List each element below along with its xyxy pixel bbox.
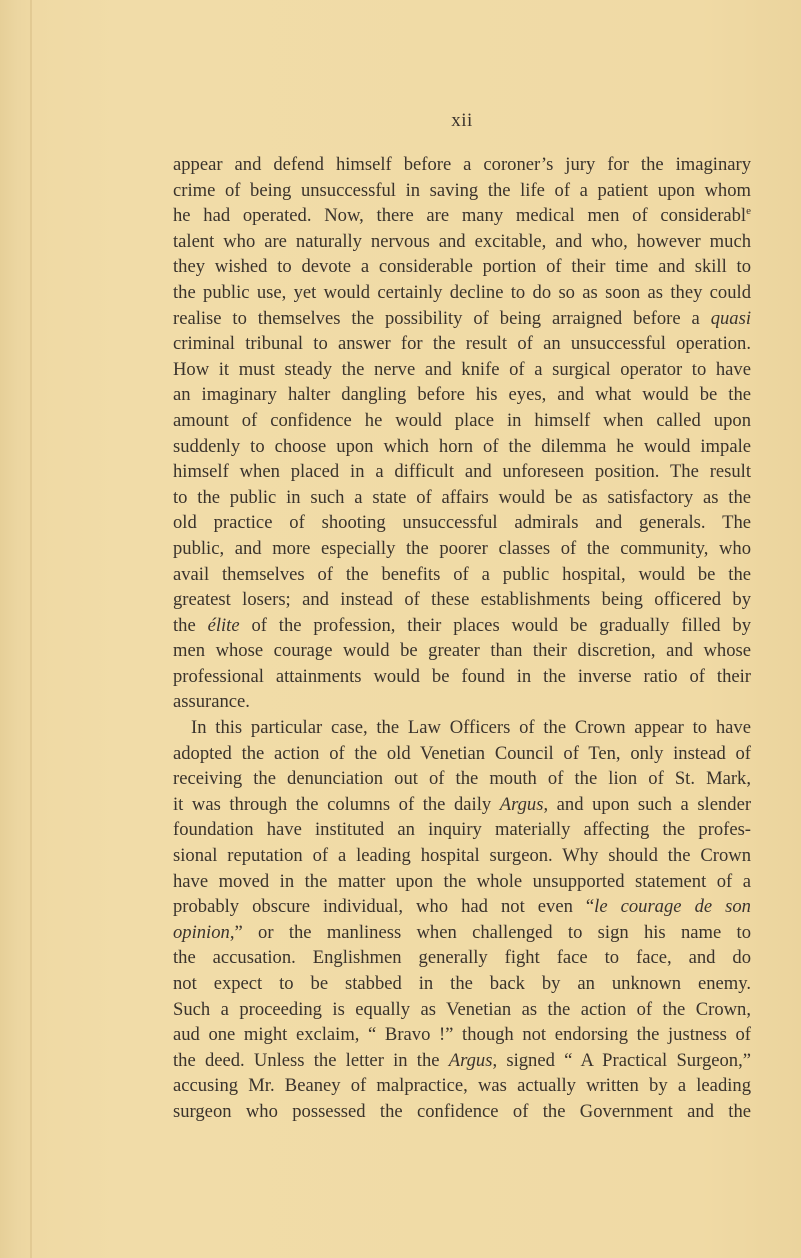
- text-line: [173, 715, 751, 741]
- text-segment: greatest losers; and instead of these establishments being officered by: [173, 589, 751, 611]
- text-segment: it was through the columns of the daily: [173, 793, 500, 815]
- text-line: [173, 254, 751, 280]
- text-line: [173, 229, 751, 255]
- text-line: [173, 382, 751, 408]
- text-segment: sional reputation of a leading hospital surgeon. Why should the Crown: [173, 845, 751, 867]
- text-segment: adopted the action of the old Venetian Council of Ten, only instead of: [173, 742, 751, 764]
- text-line: [173, 459, 751, 485]
- text-segment: he had operated. Now, there are many medical men of considerabl: [173, 205, 747, 227]
- text-line: [173, 152, 751, 178]
- italic-text: Argus: [448, 1049, 493, 1071]
- italic-text: élite: [207, 614, 240, 636]
- text-line: [173, 536, 751, 562]
- text-line: [173, 1099, 751, 1125]
- text-line: [173, 817, 751, 843]
- text-line: [173, 997, 751, 1023]
- text-segment: , and upon such a slender: [543, 793, 752, 815]
- page-number: xii: [451, 110, 473, 131]
- text-line: [173, 1048, 751, 1074]
- text-line: [173, 689, 751, 715]
- text-segment: surgeon who possessed the confidence of the Government and the: [173, 1100, 751, 1122]
- text-line: [173, 869, 751, 895]
- text-segment: How it must steady the nerve and knife of a surgical operator to have: [173, 358, 751, 380]
- text-line: [173, 613, 751, 639]
- text-segment: ,” or the manliness when challenged to sign his name to: [229, 921, 751, 943]
- text-segment: suddenly to choose upon which horn of the dilemma he would impale: [173, 435, 751, 457]
- text-segment: not expect to be stabbed in the back by an unknown enemy.: [173, 973, 751, 994]
- text-segment: , signed “ A Practical Surgeon,”: [492, 1049, 751, 1071]
- text-line: [173, 306, 751, 332]
- text-segment: old practice of shooting unsuccessful admirals and generals. The: [173, 512, 751, 534]
- text-segment: appear and defend himself before a coroner’s jury for the imaginary: [173, 154, 751, 175]
- text-segment: to the public in such a state of affairs would be as satisfactory as the: [173, 486, 751, 508]
- text-segment: talent who are naturally nervous and excitable, and who, however much: [173, 230, 751, 252]
- text-line: [173, 357, 751, 383]
- text-segment: men whose courage would be greater than their discretion, and whose: [173, 640, 751, 662]
- text-line: [173, 741, 751, 767]
- text-line: [173, 971, 751, 997]
- text-line: [173, 766, 751, 792]
- superscript-text: e: [746, 205, 751, 218]
- text-segment: Such a proceeding is equally as Venetian as the action of the Crown,: [173, 998, 751, 1020]
- italic-text: quasi: [710, 307, 751, 329]
- text-segment: they wished to devote a considerable portion of their time and skill to: [173, 256, 751, 278]
- italic-text: opinion: [173, 921, 230, 943]
- text-segment: the accusation. Englishmen generally fight face to face, and do: [173, 947, 751, 969]
- text-line: [173, 945, 751, 971]
- text-segment: criminal tribunal to answer for the result of an unsuccessful operation.: [173, 333, 751, 355]
- text-segment: receiving the denunciation out of the mouth of the lion of St. Mark,: [173, 768, 751, 790]
- text-segment: assurance.: [173, 691, 250, 713]
- text-segment: aud one might exclaim, “ Bravo !” though not endorsing the justness of: [173, 1024, 751, 1046]
- text-segment: In this particular case, the Law Officers of the Crown appear to have: [191, 717, 751, 739]
- text-line: [173, 562, 751, 588]
- text-segment: public, and more especially the poorer classes of the community, who: [173, 537, 751, 559]
- text-segment: probably obscure individual, who had not even “: [173, 896, 595, 918]
- text-line: [173, 485, 751, 511]
- text-segment: the deed. Unless the letter in the: [173, 1049, 449, 1071]
- page-edge: [30, 0, 32, 1258]
- italic-text: le courage de son: [594, 896, 751, 918]
- text-line: [173, 1073, 751, 1099]
- text-segment: an imaginary halter dangling before his eyes, and what would be the: [173, 384, 751, 406]
- text-line: [173, 510, 751, 536]
- text-line: [173, 638, 751, 664]
- text-segment: professional attainments would be found in the inverse ratio of their: [173, 665, 751, 687]
- text-line: [173, 792, 751, 818]
- text-line: [173, 203, 751, 229]
- text-segment: realise to themselves the possibility of being arraigned before a: [173, 307, 711, 329]
- text-line: [173, 894, 751, 920]
- text-line: [173, 331, 751, 357]
- text-segment: of the profession, their places would be gradually filled by: [239, 614, 751, 636]
- text-segment: have moved in the matter upon the whole unsupported statement of a: [173, 870, 751, 892]
- text-segment: himself when placed in a difficult and unforeseen position. The result: [173, 461, 751, 483]
- text-segment: the: [173, 614, 208, 636]
- text-segment: accusing Mr. Beaney of malpractice, was actually written by a leading: [173, 1075, 751, 1097]
- text-line: [173, 843, 751, 869]
- text-line: [173, 280, 751, 306]
- text-line: [173, 1022, 751, 1048]
- text-segment: the public use, yet would certainly decline to do so as soon as they could: [173, 281, 751, 303]
- text-segment: avail themselves of the benefits of a public hospital, would be the: [173, 563, 751, 585]
- text-segment: amount of confidence he would place in himself when called upon: [173, 409, 751, 431]
- body-text: [173, 152, 751, 1125]
- text-line: [173, 920, 751, 946]
- italic-text: Argus: [499, 793, 544, 815]
- text-line: [173, 178, 751, 204]
- text-segment: foundation have instituted an inquiry materially affecting the profes-: [173, 819, 751, 841]
- text-line: [173, 434, 751, 460]
- text-line: [173, 664, 751, 690]
- text-line: [173, 408, 751, 434]
- text-line: [173, 587, 751, 613]
- text-segment: crime of being unsuccessful in saving the life of a patient upon whom: [173, 179, 751, 201]
